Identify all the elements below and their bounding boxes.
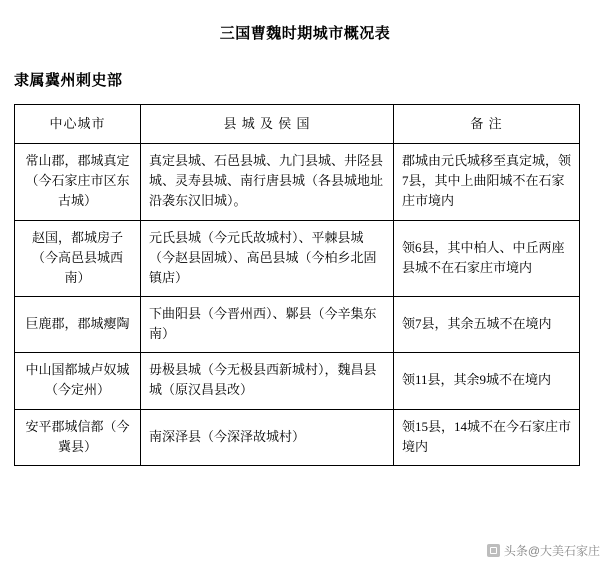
- cell-counties: 真定县城、石邑县城、九门县城、井陉县城、灵寿县城、南行唐县城（各县城地址沿袭东汉旧城）。: [141, 144, 394, 220]
- table-row: [15, 409, 580, 465]
- cell-counties: 毋极县城（今无极县西新城村），魏昌县城（原汉昌县改）: [141, 353, 394, 409]
- section-heading: 隶属冀州刺史部: [14, 73, 123, 89]
- toutiao-icon: [487, 544, 500, 557]
- cell-remarks: 领15县，14城不在今石家庄市境内: [394, 409, 580, 465]
- cell-remarks: 领6县，其中柏人、中丘两座县城不在石家庄市境内: [394, 220, 580, 296]
- document-page: [0, 22, 610, 567]
- table-row: [15, 144, 580, 220]
- city-overview-table: [14, 104, 580, 466]
- cell-city: 巨鹿郡，郡城瘿陶: [15, 296, 141, 352]
- table-row: [15, 353, 580, 409]
- cell-remarks: 领7县，其余五城不在境内: [394, 296, 580, 352]
- cell-city: 安平郡城信都（今冀县）: [15, 409, 141, 465]
- cell-city: 中山国都城卢奴城（今定州）: [15, 353, 141, 409]
- page-title: 三国曹魏时期城市概况表: [219, 26, 391, 42]
- table-row: [15, 296, 580, 352]
- cell-remarks: 领11县，其余9城不在境内: [394, 353, 580, 409]
- table-body: [15, 144, 580, 466]
- cell-city: 常山郡，郡城真定（今石家庄市区东古城）: [15, 144, 141, 220]
- table-row: [15, 220, 580, 296]
- cell-counties: 下曲阳县（今晋州西）、鄡县（今辛集东南）: [141, 296, 394, 352]
- table-header: [15, 105, 580, 144]
- column-header-counties: 县 城 及 侯 国: [141, 105, 394, 144]
- table-header-row: [15, 105, 580, 144]
- cell-counties: 南深泽县（今深泽故城村）: [141, 409, 394, 465]
- cell-remarks: 郡城由元氏城移至真定城，领7县，其中上曲阳城不在石家庄市境内: [394, 144, 580, 220]
- cell-city: 赵国，都城房子（今高邑县城西南）: [15, 220, 141, 296]
- watermark-text: 头条@大美石家庄: [503, 544, 600, 558]
- column-header-remarks: 备 注: [394, 105, 580, 144]
- column-header-city: 中心城市: [15, 105, 141, 144]
- cell-counties: 元氏县城（今元氏故城村）、平棘县城（今赵县固城）、高邑县城（今柏乡北固镇店）: [141, 220, 394, 296]
